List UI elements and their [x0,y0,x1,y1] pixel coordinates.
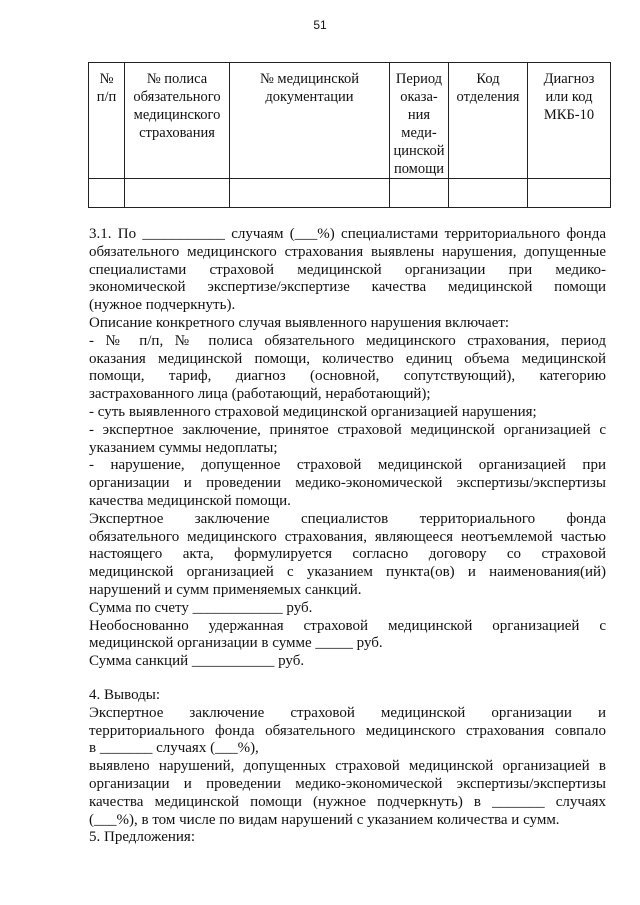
text-line: экономической экспертизе/экспертизе качества медицинской помощи [89,279,606,296]
document-body [89,226,606,847]
text-line: организации и проведении медико-экономической экспертизы/экспертизы [89,475,606,492]
table-cell [390,179,449,208]
table-cell [528,179,611,208]
text-line: Экспертное заключение специалистов территориального фонда [89,510,606,527]
text-line: Сумма санкций ___________ руб. [89,653,305,670]
table-cell [89,179,125,208]
text-line: Описание конкретного случая выявленного нарушения включает: [89,314,510,331]
text-line: - № п/п, № полиса обязательного медицинского страхования, период [89,332,606,349]
col-header-number: № п/п [89,63,125,179]
text-line: указанием суммы недоплаты; [89,439,278,456]
text-line: (нужное подчеркнуть). [89,297,236,314]
text-line: застрахованного лица (работающий, неработающий); [89,386,431,403]
violations-table [88,62,611,208]
table-header-row [89,63,611,179]
text-line: оказания медицинской помощи, количество единиц объема медицинской [89,350,606,367]
table-row [89,179,611,208]
page-number: 51 [313,18,327,32]
text-line: (___%), в том числе по видам нарушений с указанием количества и сумм. [89,811,560,828]
text-line: территориального фонда обязательного медицинского страхования совпало [89,722,606,739]
text-line: нарушений и сумм применяемых санкций. [89,581,362,598]
text-line: выявлено нарушений, допущенных страховой медицинской организацией в [89,758,606,775]
text-line: медицинской организацией с указанием пункта(ов) и наименования(ий) [89,564,606,581]
text-line: в _______ случаях (___%), [89,740,259,757]
text-line: - суть выявленного страховой медицинской организацией нарушения; [89,403,537,420]
text-line: обязательного медицинского страхования, являющееся неотъемлемой частью [89,528,606,545]
col-header-period: Период оказа- ния меди- цинской помощи [390,63,449,179]
text-line: качества медицинской помощи (нужное подчеркнуть) в _______ случаях [89,793,606,810]
table-cell [125,179,230,208]
table-cell [449,179,528,208]
text-line: Экспертное заключение страховой медицинской организации и [89,704,606,721]
col-header-medical-doc: № медицинской документации [230,63,390,179]
text-line: качества медицинской помощи. [89,492,291,509]
text-line: 3.1. По ___________ случаям (___%) специалистами территориального фонда [89,226,606,242]
text-line: - экспертное заключение, принятое страховой медицинской организацией с [89,421,606,438]
col-header-policy: № полиса обязательного медицинского страхования [125,63,230,179]
text-line: специалистами страховой медицинской организации при медико- [89,261,606,278]
section-5-heading: 5. Предложения: [89,829,195,846]
col-header-department: Код отделения [449,63,528,179]
text-line: Сумма по счету ____________ руб. [89,599,313,616]
text-line: организации и проведении медико-экономической экспертизы/экспертизы [89,775,606,792]
col-header-diagnosis: Диагноз или код МКБ-10 [528,63,611,179]
section-4-conclusions [89,687,606,829]
table-cell [230,179,390,208]
text-line: Необоснованно удержанная страховой медицинской организацией с [89,617,606,634]
text-line: медицинской организации в сумме _____ руб. [89,635,383,652]
section-3-1 [89,226,606,671]
text-line: обязательного медицинского страхования выявлены нарушения, допущенные [89,243,606,260]
text-line: помощи, тариф, диагноз (основной, сопутствующий), категорию [89,368,606,385]
text-line: - нарушение, допущенное страховой медицинской организацией при [89,457,606,474]
text-line: настоящего акта, формулируется согласно договору со страховой [89,546,606,563]
section-heading: 4. Выводы: [89,686,161,703]
